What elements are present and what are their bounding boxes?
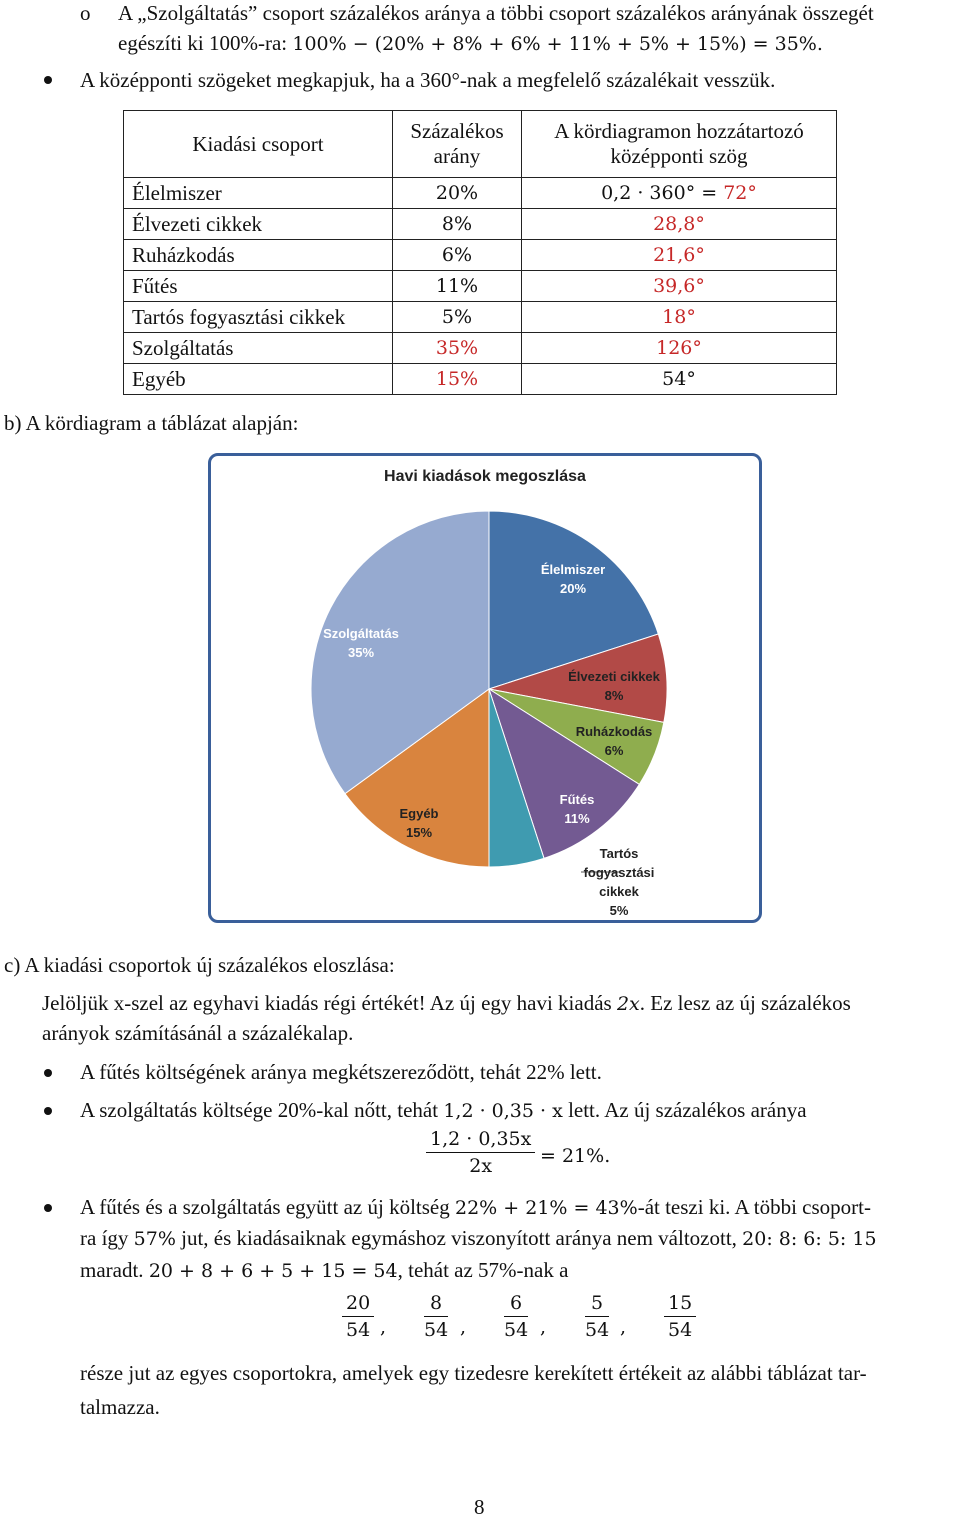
- closing-line2: talmazza.: [80, 1395, 160, 1419]
- slice-label: [584, 846, 655, 918]
- para1-text-b: . Ez lesz az új százalékos: [639, 991, 851, 1015]
- bullet5-line2: [80, 1225, 877, 1252]
- fraction-5: [664, 1292, 696, 1341]
- bullet5-line1: [80, 1194, 871, 1221]
- frac-den: 54: [585, 1319, 610, 1341]
- b5-text-a: A fűtés és a szolgáltatás együtt az új költség: [80, 1195, 455, 1219]
- slice-label-line: 8%: [604, 688, 624, 703]
- bullet5-line3: [80, 1257, 568, 1284]
- slice-label-line: 35%: [347, 645, 375, 660]
- slice-label-line: Ruházkodás: [575, 724, 653, 739]
- bullet-dot: [44, 76, 52, 84]
- bullet-dot: [44, 1107, 52, 1115]
- slice-label-line: 11%: [564, 811, 590, 826]
- eq-rhs: = 21%.: [540, 1145, 611, 1167]
- bullet1-line2: [118, 30, 823, 57]
- fraction-3: [504, 1292, 528, 1341]
- bullet3-text: A fűtés költségének aránya megkétszereződött, tehát 22% lett.: [80, 1060, 602, 1084]
- para1-text-a: Jelöljük x-szel az egyhavi kiadás régi értékét! Az új egy havi kiadás: [42, 991, 617, 1015]
- slice-label-line: 20%: [559, 581, 587, 596]
- row-percent: 5%: [393, 302, 522, 333]
- angle-calc: 0,2 · 360° =: [601, 182, 724, 204]
- fraction-comma: ,: [540, 1316, 547, 1338]
- row-name: Élvezeti cikkek: [124, 209, 393, 240]
- frac-den: 54: [424, 1319, 449, 1341]
- bullet-dot: [44, 1204, 52, 1212]
- header-group: Kiadási csoport: [124, 111, 393, 178]
- bullet-marker-o: o: [80, 1, 91, 25]
- pie-chart-frame: [208, 453, 762, 923]
- fraction-comma: ,: [380, 1316, 387, 1338]
- row-name: Fűtés: [124, 271, 393, 302]
- section-c-heading: c) A kiadási csoportok új százalékos eloszlása:: [4, 953, 395, 977]
- pie-chart: [211, 456, 759, 920]
- slice-label-line: fogyasztási: [583, 865, 655, 880]
- bullet4-math: 1,2 · 0,35 · x: [443, 1100, 563, 1122]
- header-percent: [393, 111, 522, 178]
- slice-label-line: 5%: [609, 903, 629, 918]
- bullet1-line1: A „Szolgáltatás” csoport százalékos aránya a többi csoport százalékos arányának összegét: [118, 1, 874, 25]
- frac-num: 8: [424, 1292, 448, 1317]
- para1-math: 2x: [616, 993, 640, 1015]
- header-percent-l2: arány: [433, 144, 481, 168]
- frac-den: 54: [346, 1319, 371, 1341]
- page-number: 8: [474, 1495, 485, 1519]
- row-angle: 54°: [522, 364, 837, 395]
- b5l2-math1: 57%: [133, 1228, 176, 1250]
- slice-label-line: 15%: [405, 825, 433, 840]
- slice-label-line: 6%: [604, 743, 624, 758]
- row-angle: 28,8°: [522, 209, 837, 240]
- frac-num: 20: [342, 1292, 374, 1317]
- fraction-comma: ,: [460, 1316, 467, 1338]
- header-angle-l1: A kördiagramon hozzátartozó: [554, 119, 804, 143]
- row-percent: 6%: [393, 240, 522, 271]
- closing-line1: része jut az egyes csoportokra, amelyek egy tizedesre kerekített értékeit az alábbi táblázat tar-: [80, 1361, 867, 1385]
- fraction-1: [342, 1292, 374, 1341]
- row-name: Élelmiszer: [124, 178, 393, 209]
- bullet2-text: A középponti szögeket megkapjuk, ha a 360°-nak a megfelelő százalékait vesszük.: [80, 68, 776, 92]
- b5-math: 22% + 21% = 43%: [455, 1197, 638, 1219]
- slice-label-line: Tartós: [599, 846, 639, 861]
- b5-text-b: -át teszi ki. A többi csoport-: [637, 1195, 871, 1219]
- section-b-heading: b) A kördiagram a táblázat alapján:: [4, 411, 299, 435]
- bullet1-math: 100% − (20% + 8% + 6% + 11% + 5% + 15%) = 35%.: [292, 33, 823, 55]
- header-angle: [522, 111, 837, 178]
- row-percent: 20%: [393, 178, 522, 209]
- b5l2-text-b: jut, és kiadásaiknak egymáshoz viszonyított aránya nem változott,: [175, 1226, 743, 1250]
- bullet4-text-a: A szolgáltatás költsége 20%-kal nőtt, tehát: [80, 1098, 444, 1122]
- row-percent: 15%: [393, 364, 522, 395]
- b5l3-text-a: maradt.: [80, 1258, 149, 1282]
- frac-num: 6: [504, 1292, 528, 1317]
- bullet4-line: [80, 1097, 807, 1124]
- angle-result: 72°: [723, 182, 757, 204]
- eq-denominator: 2x: [469, 1155, 493, 1177]
- frac-den: 54: [504, 1319, 529, 1341]
- chart-title: Havi kiadások megoszlása: [384, 468, 586, 485]
- equation-fraction: [426, 1128, 535, 1177]
- slice-label-line: Szolgáltatás: [323, 626, 399, 641]
- fraction-4: [585, 1292, 609, 1341]
- row-angle: [522, 178, 837, 209]
- header-percent-l1: Százalékos: [410, 119, 504, 143]
- row-angle: 126°: [522, 333, 837, 364]
- slice-label-line: Fűtés: [559, 792, 595, 807]
- frac-num: 15: [664, 1292, 696, 1317]
- fraction-2: [424, 1292, 448, 1341]
- bullet1-text: egészíti ki 100%-ra:: [118, 31, 293, 55]
- b5l2-text-a: ra így: [80, 1226, 134, 1250]
- slice-label-line: Egyéb: [399, 806, 439, 821]
- row-angle: 39,6°: [522, 271, 837, 302]
- b5l3-math: 20 + 8 + 6 + 5 + 15 = 54: [148, 1260, 398, 1282]
- row-percent: 8%: [393, 209, 522, 240]
- slice-label-line: Élvezeti cikkek: [568, 669, 660, 684]
- fraction-comma: ,: [620, 1316, 627, 1338]
- slice-label-line: Élelmiszer: [540, 562, 606, 577]
- para1-line2: arányok számításánál a százalékalap.: [42, 1021, 354, 1045]
- row-name: Szolgáltatás: [124, 333, 393, 364]
- bullet-dot: [44, 1069, 52, 1077]
- row-name: Egyéb: [124, 364, 393, 395]
- row-percent: 11%: [393, 271, 522, 302]
- row-percent: 35%: [393, 333, 522, 364]
- frac-den: 54: [668, 1319, 693, 1341]
- slice-label-line: cikkek: [599, 884, 639, 899]
- frac-num: 5: [585, 1292, 609, 1317]
- para1-line1: [42, 990, 851, 1017]
- b5l2-math2: 20: 8: 6: 5: 15: [742, 1228, 877, 1250]
- bullet4-text-b: lett. Az új százalékos aránya: [562, 1098, 807, 1122]
- row-angle: 21,6°: [522, 240, 837, 271]
- b5l3-text-b: , tehát az 57%-nak a: [397, 1258, 569, 1282]
- header-angle-l2: középponti szög: [610, 144, 748, 168]
- row-name: Tartós fogyasztási cikkek: [124, 302, 393, 333]
- eq-numerator: 1,2 · 0,35x: [426, 1128, 535, 1153]
- expense-table: [123, 110, 837, 395]
- row-name: Ruházkodás: [124, 240, 393, 271]
- row-angle: 18°: [522, 302, 837, 333]
